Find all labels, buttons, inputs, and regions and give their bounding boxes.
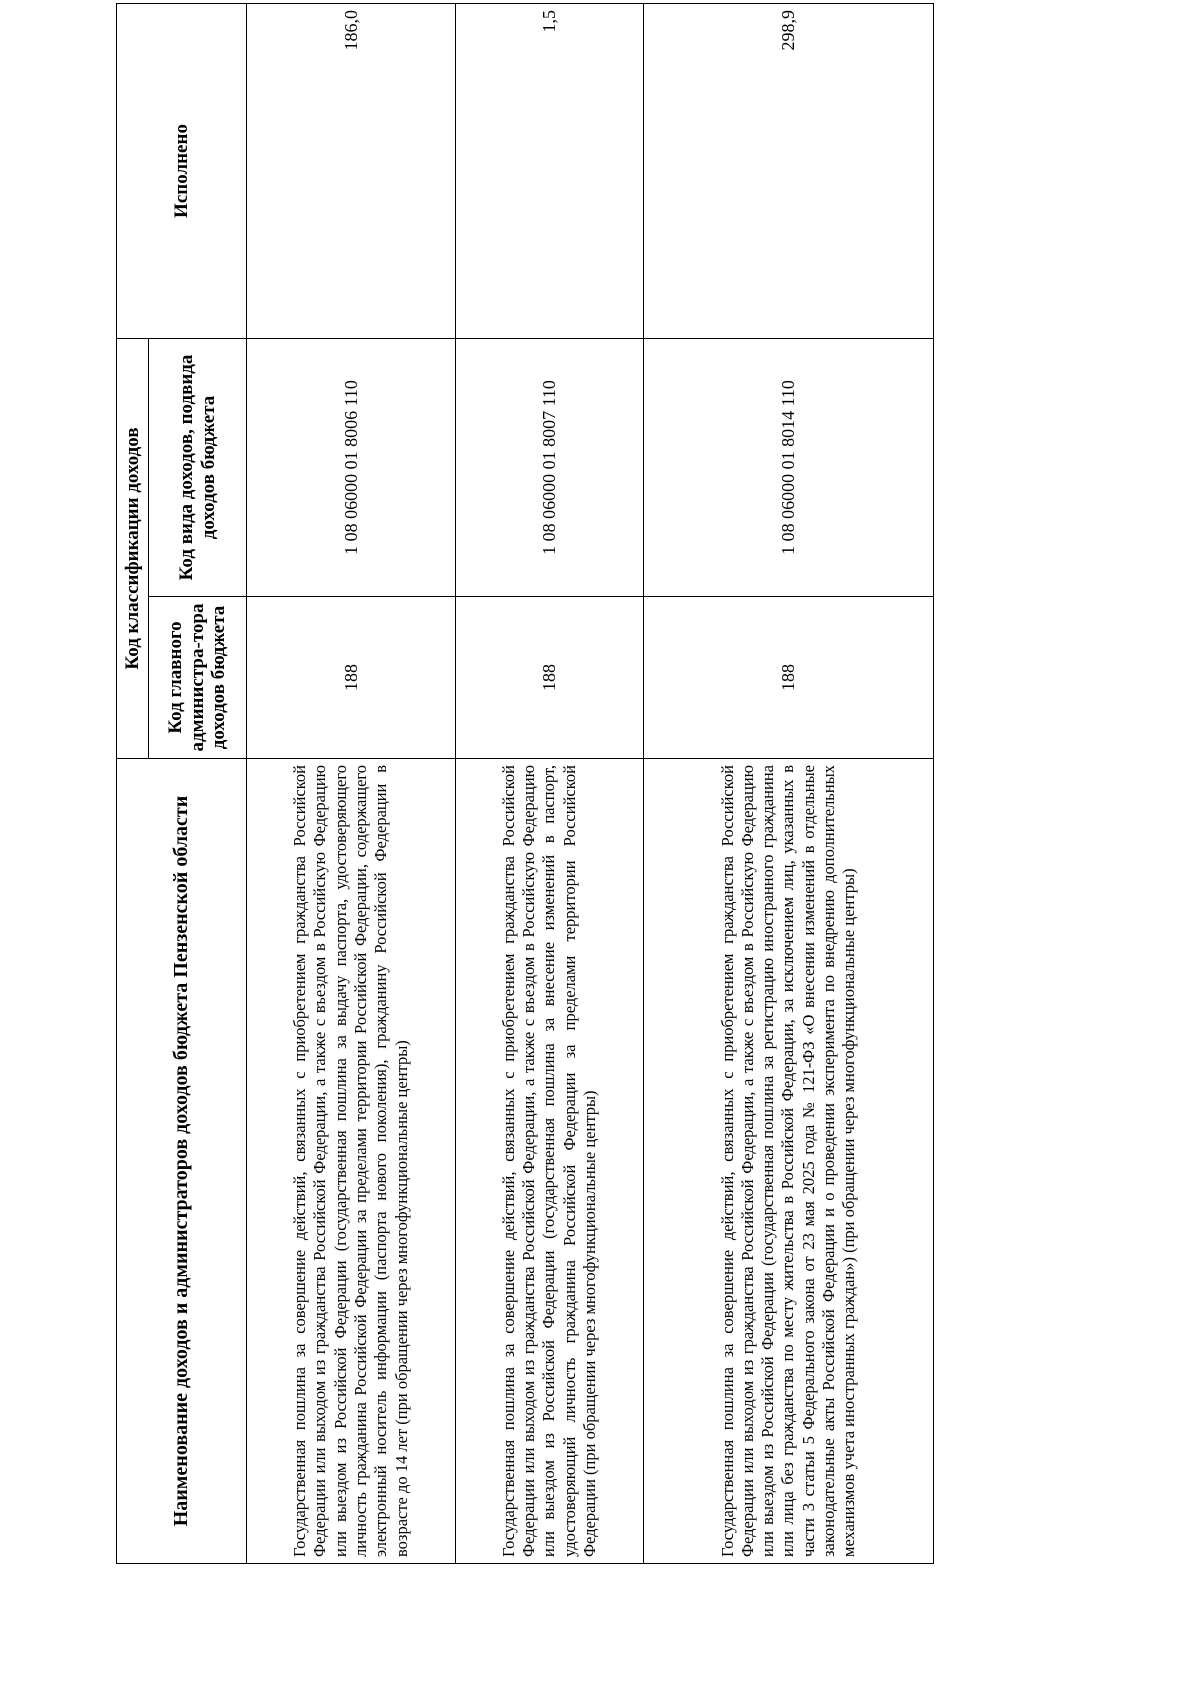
row-name: Государственная пошлина за совершение действий, связанных с приобретением гражданства Российской Федерации или выходом из гражданства Российской Федерации, а также с въездом в Российскую Федерацию или выездом из Российской Федерации (государственная пошлина за регистрацию иностранного гражданина или лица без гражданства по месту жительства в Российской Федерации, за исключением лиц, указанных в части 3 статьи 5 Федерального закона от 23 мая 2025 года № 121-ФЗ «О внесении изменений в отдельные законодательные акты Российской Федерации и о проведении эксперимента по внедрению дополнительных механизмов учета иностранных граждан») (при обращении через многофункциональные центры) xyxy=(644,759,934,1564)
row-income-code: 1 08 06000 01 8006 110 xyxy=(247,339,456,597)
header-income-code: Код вида доходов, подвида доходов бюджета xyxy=(149,339,247,597)
header-row-1 xyxy=(117,4,149,1564)
row-admin-code: 188 xyxy=(644,597,934,759)
row-income-code: 1 08 06000 01 8014 110 xyxy=(644,339,934,597)
row-income-code: 1 08 06000 01 8007 110 xyxy=(456,339,644,597)
header-classification: Код классификации доходов xyxy=(117,339,149,759)
table-row xyxy=(456,4,644,1564)
row-executed: 186,0 xyxy=(247,4,456,339)
row-name: Государственная пошлина за совершение действий, связанных с приобретением гражданства Российской Федерации или выходом из гражданства Российской Федерации, а также с въездом в Российскую Федерацию или выездом из Российской Федерации (государственная пошлина за выдачу паспорта, удостоверяющего личность гражданина Российской Федерации за пределами территории Российской Федерации, содержащего электронный носитель информации (паспорта нового поколения), гражданину Российской Федерации в возрасте до 14 лет (при обращении через многофункциональные центры) xyxy=(247,759,456,1564)
row-executed: 1,5 xyxy=(456,4,644,339)
row-name: Государственная пошлина за совершение действий, связанных с приобретением гражданства Российской Федерации или выходом из гражданства Российской Федерации, а также с въездом в Российскую Федерацию или выездом из Российской Федерации (государственная пошлина за внесение изменений в паспорт, удостоверяющий личность гражданина Российской Федерации за пределами территории Российской Федерации (при обращении через многофункциональные центры) xyxy=(456,759,644,1564)
row-admin-code: 188 xyxy=(247,597,456,759)
table-row xyxy=(644,4,934,1564)
revenue-table xyxy=(116,3,934,1564)
header-name: Наименование доходов и администраторов доходов бюджета Пензенской области xyxy=(117,759,247,1564)
header-admin-code: Код главного администра-тора доходов бюджета xyxy=(149,597,247,759)
rotated-page xyxy=(116,4,956,1564)
header-executed: Исполнено xyxy=(117,4,247,339)
page-number xyxy=(68,0,91,4)
table-row xyxy=(247,4,456,1564)
row-admin-code: 188 xyxy=(456,597,644,759)
row-executed: 298,9 xyxy=(644,4,934,339)
